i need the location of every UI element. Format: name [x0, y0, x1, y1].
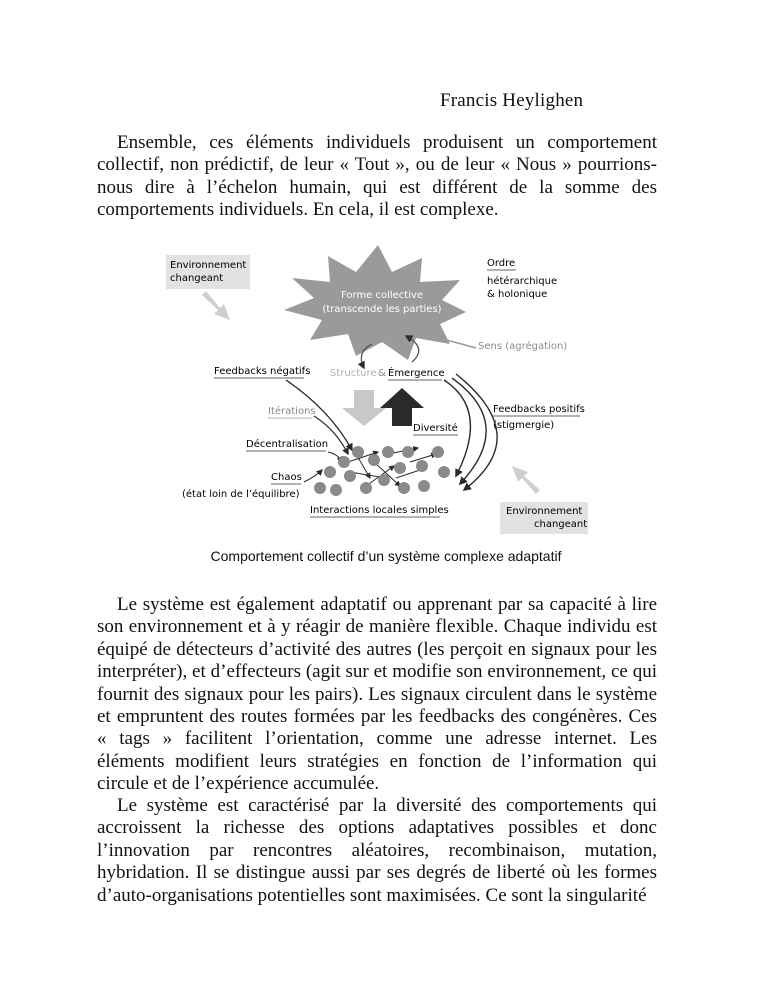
- ordre-label-1: Ordre: [487, 258, 516, 269]
- running-header-author: Francis Heylighen: [440, 90, 584, 111]
- forme-label-2: (transcende les parties): [322, 304, 442, 315]
- env-top-label-2: changeant: [170, 273, 224, 284]
- chaos-curve: [304, 470, 322, 482]
- iterations-label: Itérations: [268, 406, 316, 417]
- env-top-label-1: Environnement: [170, 260, 247, 271]
- chaos-sub-label: (état loin de l’équilibre): [182, 489, 300, 500]
- structure-label: Structure: [330, 368, 377, 379]
- env-bottom-label-2: changeant: [534, 519, 588, 530]
- feedbacks-negatifs-label: Feedbacks négatifs: [214, 366, 311, 377]
- forme-label-1: Forme collective: [340, 290, 424, 301]
- paragraph-1: Ensemble, ces éléments individuels produisent un comportement collectif, non prédictif, de leur « Tout », ou de leur « Nous » pourrions-nous dire à l’échelon humain, qui est différent de la somme des comportements individuels. En cela, il est complexe.: [97, 132, 657, 221]
- feedbacks-positifs-label-2: (stigmergie): [493, 420, 555, 431]
- chaos-label: Chaos: [271, 472, 302, 483]
- interaction-node-cluster: [314, 446, 450, 496]
- sens-arrow: [430, 336, 476, 348]
- decentralisation-label: Décentralisation: [246, 439, 329, 450]
- amp-label: &: [378, 368, 386, 379]
- paragraph-2: Le système est également adaptatif ou apprenant par sa capacité à lire son environnement et à y réagir de manière flexible. Chaque individu est équipé de détecteurs d’activité des autres (les perçoit en signaux pour les interpréter), et d’effecteurs (agit sur et modifie son environnement, ce qui fournit des signaux pour les pairs). Les signaux circulent dans le système et empruntent des routes formées par les feedbacks des congénères. Ces « tags » facilitent l’orientation, comme une adresse internet. Les éléments modifient leurs stratégies en fonction de l’information qui circule et de l’expérience accumulée.: [97, 594, 657, 795]
- forme-collective-starburst: [284, 245, 466, 360]
- feedbacks-positifs-curve-3: [456, 374, 497, 490]
- diversite-label: Diversité: [413, 423, 458, 434]
- structure-down-arrow-icon: [342, 390, 386, 426]
- env-top-arrow-icon: [202, 291, 230, 320]
- feedbacks-positifs-label-1: Feedbacks positifs: [493, 404, 585, 415]
- interactions-label: Interactions locales simples: [310, 505, 449, 516]
- ordre-label-2: hétérarchique: [487, 276, 558, 287]
- env-bottom-label-1: Environnement: [506, 506, 583, 517]
- sens-label: Sens (agrégation): [478, 341, 568, 352]
- complex-system-diagram: [160, 240, 600, 540]
- emergence-up-arrow-icon: [380, 388, 424, 426]
- ordre-label-3: & holonique: [487, 289, 548, 300]
- env-bottom-arrow-icon: [512, 466, 540, 494]
- paragraph-3: Le système est caractérisé par la diversité des comportements qui accroissent la richesse des options adaptatives possibles et donc l’innovation par rencontres aléatoires, recombinaison, mutation, hybridation. Il se distingue aussi par ses degrés de liberté où les formes d’auto-organisations potentielles sont maximisées. Ce sont la singularité: [97, 795, 657, 906]
- emergence-label: Émergence: [388, 368, 445, 379]
- figure-caption: Comportement collectif d’un système complexe adaptatif: [210, 548, 562, 564]
